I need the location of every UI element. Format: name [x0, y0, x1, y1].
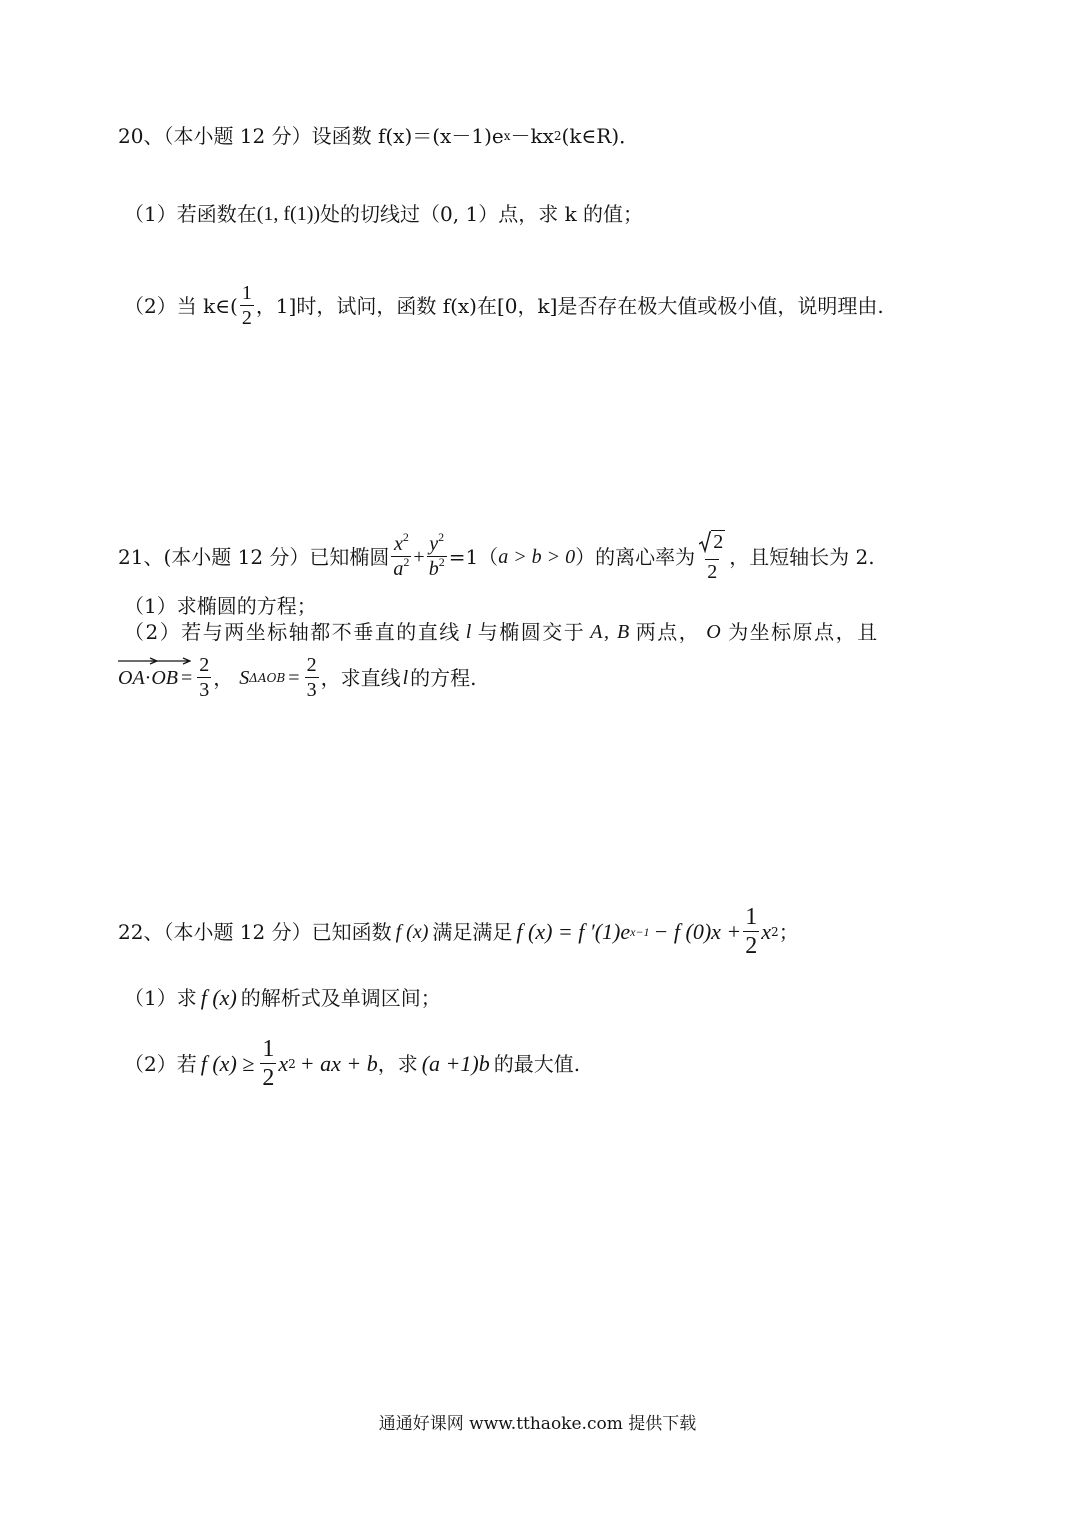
q21-title-text-a: 21、(本小题 12 分）已知椭圆: [118, 544, 390, 569]
q21-b-sq: 2: [438, 555, 445, 569]
q22-title-text-a: 22、（本小题 12 分）已知函数: [118, 919, 392, 944]
q21-plus: +: [413, 545, 425, 568]
q22-title: 22、（本小题 12 分）已知函数 f (x) 满足满足 f (x) = f ′(1)e x−1 − f (0)x + $\frac{1}{2}$ x 2 ；: [118, 904, 799, 960]
q22-half2-den: 2: [262, 1065, 275, 1092]
q21-y-sq: 2: [438, 530, 445, 544]
q21-frac-x: [391, 530, 411, 580]
q22-p2-text-a: （2）若: [124, 1051, 197, 1076]
q21-comma: ，: [213, 665, 234, 690]
q21-x: x: [393, 533, 403, 555]
q21-area-num: 2: [306, 654, 317, 676]
q21-y: y: [429, 533, 439, 555]
q21-p2-text-c: 两点，: [635, 620, 701, 644]
q22-frac-half: [743, 904, 759, 960]
q21-title-text-c: ，且短轴长为 2.: [729, 544, 875, 569]
q21-p2-text-b: 与椭圆交于: [477, 620, 586, 644]
q21-p3-text-c: 的方程.: [410, 665, 477, 690]
q22-p1-text-b: 的解析式及单调区间；: [240, 986, 441, 1011]
q22-p1-text-a: （1）求: [124, 986, 197, 1011]
q21-dot: ·: [144, 666, 152, 689]
arrow-icon: [151, 657, 191, 665]
q21-root: 2: [713, 531, 724, 553]
q20-part2: [124, 282, 884, 329]
q21-a-sq: 2: [403, 555, 410, 569]
q21-frac-ecc: [697, 530, 727, 583]
q22-rhs-a: f (x) = f ′(1)e: [516, 918, 631, 944]
q22-part1: [124, 985, 441, 1011]
q22-p2-tail: + ax + b: [299, 1050, 378, 1076]
q22-half2-num: 1: [262, 1036, 275, 1062]
q20-part1: [124, 202, 643, 226]
q22-semicolon: ；: [778, 919, 799, 944]
q21-part2-cont: OA · OB = $\frac{2}{3}$ ， S ΔAOB = $\frac{2}{3}$ ，求直线 l 的方程.: [118, 654, 477, 701]
q21-frac-dot: [197, 654, 211, 701]
q21-area-S: S: [239, 666, 250, 689]
vector-OB: [151, 666, 178, 690]
q22-p2-text-c: 的最大值.: [493, 1051, 581, 1076]
q21-points-AB: A, B: [590, 621, 631, 643]
q21-part2: [124, 620, 879, 644]
q21-line-l2: l: [402, 666, 409, 689]
q20-frac-den: 2: [241, 307, 252, 329]
q20-fraction: [240, 282, 254, 329]
sqrt-icon: [699, 530, 725, 553]
q20-p1-text-a: （1）若函数在: [124, 202, 257, 226]
page-footer: 通通好课网 www.tthaoke.com 提供下载: [378, 1414, 697, 1434]
q22-p2-text-b: ，求: [377, 1051, 418, 1076]
q22-half-den: 2: [745, 933, 758, 960]
q21-dot-den: 3: [199, 679, 210, 701]
q21-p1-text: （1）求椭圆的方程；: [124, 594, 317, 618]
q22-x: x: [761, 918, 772, 944]
q21-eq1: =1（: [448, 544, 499, 569]
q21-title: [118, 530, 875, 583]
q22-fx: f (x): [395, 920, 429, 943]
q22-p2-x: x: [278, 1050, 289, 1076]
q20-p2-text-b: ，1]时，试问，函数 f(x)在[0，k]是否存在极大值或极小值，说明理由.: [255, 293, 884, 318]
q21-origin: O: [706, 621, 723, 643]
q21-frac-area: [305, 654, 319, 701]
q22-part2: （2）若 f (x) ≥ $\frac{1}{2}$ x 2 + ax + b ，求 (a +1)b 的最大值.: [124, 1036, 581, 1092]
q21-p2-text-a: （2）若与两坐标轴都不垂直的直线: [124, 620, 461, 644]
q20-title-text: 20、（本小题 12 分）设函数 f(x)＝(x－1)e: [118, 124, 504, 148]
q21-line-l: l: [465, 621, 473, 643]
q21-p2-text-d: 为坐标原点，且: [728, 620, 879, 644]
q21-area-den: 3: [306, 679, 317, 701]
q21-b: b: [428, 558, 439, 580]
vector-OA: [118, 666, 145, 690]
q21-condition: a > b > 0: [498, 545, 576, 568]
q21-p3-text-b: ，求直线: [320, 665, 401, 690]
q22-expr: (a +1)b: [421, 1050, 490, 1076]
q21-x-sq: 2: [402, 530, 409, 544]
q21-frac-y: [427, 530, 447, 580]
q21-dot-num: 2: [199, 654, 210, 676]
q20-title-end: (k∈R)．: [561, 124, 640, 148]
q22-p1-fx: f (x): [200, 985, 237, 1010]
q21-eq: =: [181, 666, 193, 689]
q21-OA: OA: [118, 666, 145, 689]
q20-p1-text-b: 处的切线过（0, 1）点，求 k 的值；: [320, 202, 644, 226]
q21-part1: [124, 594, 317, 618]
q20-title-mid: －kx: [510, 124, 554, 148]
radical-icon: [699, 531, 711, 553]
q20-p1-point: (1, f(1)): [256, 203, 321, 225]
q21-eq2: =: [288, 666, 300, 689]
q22-frac-half2: [260, 1036, 276, 1092]
q21-ecc-den: 2: [707, 561, 718, 583]
q20-title: 20、（本小题 12 分）设函数 f(x)＝(x－1)e x －kx 2 (k∈R)．: [118, 124, 640, 148]
q22-ge: f (x) ≥: [200, 1050, 255, 1076]
q22-title-text-b: 满足满足: [432, 919, 513, 944]
q21-a: a: [393, 558, 404, 580]
q20-p2-text-a: （2）当 k∈(: [124, 293, 238, 318]
q20-frac-num: 1: [241, 282, 252, 304]
q22-rhs-b: − f (0)x +: [653, 918, 742, 944]
q21-title-text-b: ）的离心率为: [575, 544, 696, 569]
q22-half-num: 1: [745, 904, 758, 930]
q21-OB: OB: [151, 666, 179, 689]
